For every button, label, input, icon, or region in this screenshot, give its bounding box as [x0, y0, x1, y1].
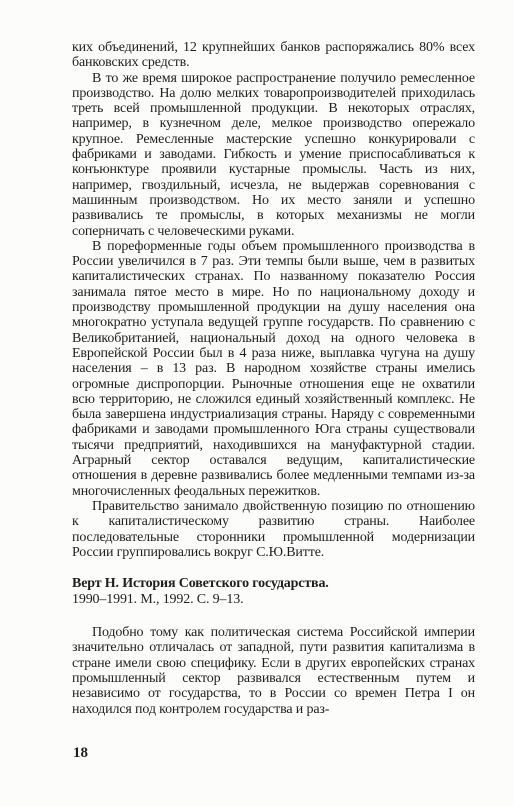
page-number: 18 — [73, 745, 88, 761]
paragraph-political-system: Подобно тому как политическая система Российской империи значительно отличалась от западной, пути развития капитализма в стране имели свою специфику. Если в других европейских странах промышленный сектор развивался естественным путем и независимо от государства, то в России со времен Петра I он находился под контролем государства и раз- — [72, 625, 475, 717]
citation-publication: 1990–1991. М., 1992. С. 9–13. — [72, 591, 244, 607]
paragraph-government-position: Правительство занимало двойственную позицию по отношению к капиталистическому развитию страны. Наиболее последовательные сторонники промышленной модернизации России группировались вокруг С.Ю.Витте. — [72, 498, 475, 560]
paragraph-continuation: ких объединений, 12 крупнейших банков распоряжались 80% всех банковских средств. — [72, 40, 475, 71]
source-citation — [72, 576, 475, 607]
body-text — [72, 40, 475, 717]
paragraph-industrial-output: В пореформенные годы объем промышленного производства в России увеличился в 7 раз. Эти темпы были выше, чем в развитых капиталистических странах. По названному показателю Россия занимала пятое место в мире. Но по национальному доходу и производству промышленной продукции на душу населения она многократно уступала ведущей группе государств. По сравнению с Великобританией, национальный доход на одного человека в Европейской России был в 4 раза ниже, выплавка чугуна на душу населения – в 13 раз. В народном хозяйстве страны имелись огромные диспропорции. Рыночные отношения еще не охватили всю территорию, не сложился единый хозяйственный комплекс. Не была завершена индустриализация страны. Наряду с современными фабриками и заводами промышленного Юга страны существовали тысячи предприятий, находившихся на мануфактурной стадии. Аграрный сектор оставался ведущим, капиталистические отношения в деревне развивались более медленными темпами из-за многочисленных феодальных пережитков. — [72, 238, 475, 499]
paragraph-handicraft: В то же время широкое распространение получило ремесленное производство. На долю мелких товаропроизводителей приходилась треть всей промышленной продукции. В некоторых отраслях, например, в кузнечном деле, мелкое производство опережало крупное. Ремесленные мастерские успешно конкурировали с фабриками и заводами. Гибкость и умение приспосабливаться к конъюнктуре проявили кустарные промыслы. Часть из них, например, гвоздильный, исчезла, не выдержав соревнования с машинным производством. Но их место заняли и успешно развивались те промыслы, в которых механизмы не могли соперничать с человеческими руками. — [72, 70, 475, 239]
citation-author-title: Верт Н. История Советского государства. — [72, 576, 329, 592]
